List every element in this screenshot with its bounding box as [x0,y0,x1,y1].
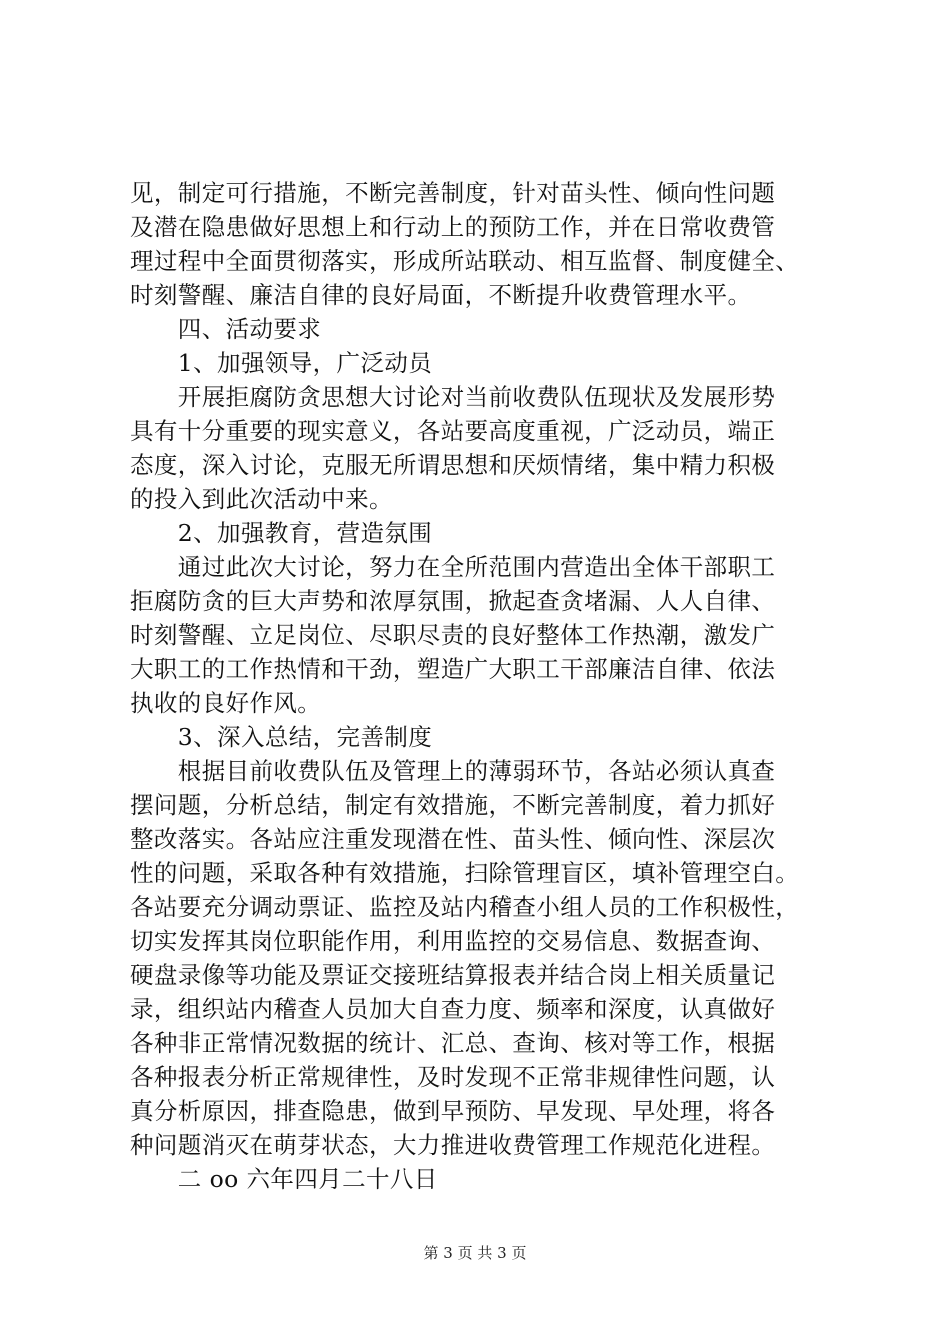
body-text-line: 根据目前收费队伍及管理上的薄弱环节，各站必须认真查 [130,757,776,785]
body-text-line: 态度，深入讨论，克服无所谓思想和厌烦情绪，集中精力积极 [130,451,776,479]
body-text-line: 见，制定可行措施，不断完善制度，针对苗头性、倾向性问题 [130,179,776,207]
body-text-line: 摆问题，分析总结，制定有效措施，不断完善制度，着力抓好 [130,791,776,819]
body-text-line: 理过程中全面贯彻落实，形成所站联动、相互监督、制度健全、 [130,247,800,275]
body-text-line: 整改落实。各站应注重发现潜在性、苗头性、倾向性、深层次 [130,825,776,853]
subsection-heading: 3、深入总结，完善制度 [130,723,433,751]
body-text-line: 具有十分重要的现实意义，各站要高度重视，广泛动员，端正 [130,417,776,445]
body-text-line: 及潜在隐患做好思想上和行动上的预防工作，并在日常收费管 [130,213,776,241]
body-text-line: 通过此次大讨论，努力在全所范围内营造出全体干部职工 [130,553,776,581]
page-number-footer: 第 3 页 共 3 页 [423,1244,527,1262]
body-text-line: 时刻警醒、廉洁自律的良好局面，不断提升收费管理水平。 [130,281,752,309]
body-text-line: 性的问题，采取各种有效措施，扫除管理盲区，填补管理空白。 [130,859,800,887]
subsection-heading: 2、加强教育，营造氛围 [130,519,433,547]
body-text-line: 拒腐防贪的巨大声势和浓厚氛围，掀起查贪堵漏、人人自律、 [130,587,776,615]
subsection-heading: 1、加强领导，广泛动员 [130,349,433,377]
body-text-line: 时刻警醒、立足岗位、尽职尽责的良好整体工作热潮，激发广 [130,621,776,649]
document-date: 二 oo 六年四月二十八日 [130,1165,438,1193]
body-text-line: 开展拒腐防贪思想大讨论对当前收费队伍现状及发展形势 [130,383,776,411]
body-text-line: 录，组织站内稽查人员加大自查力度、频率和深度，认真做好 [130,995,776,1023]
body-text-line: 的投入到此次活动中来。 [130,485,393,513]
body-text-line: 硬盘录像等功能及票证交接班结算报表并结合岗上相关质量记 [130,961,776,989]
body-text-line: 各站要充分调动票证、监控及站内稽查小组人员的工作积极性， [130,893,800,921]
section-heading: 四、活动要求 [130,315,322,343]
body-text-line: 切实发挥其岗位职能作用，利用监控的交易信息、数据查询、 [130,927,776,955]
body-text-line: 真分析原因，排查隐患，做到早预防、早发现、早处理，将各 [130,1097,776,1125]
body-text-line: 各种非正常情况数据的统计、汇总、查询、核对等工作，根据 [130,1029,776,1057]
body-text-line: 种问题消灭在萌芽状态，大力推进收费管理工作规范化进程。 [130,1131,776,1159]
body-text-line: 各种报表分析正常规律性，及时发现不正常非规律性问题，认 [130,1063,776,1091]
body-text-line: 执收的良好作风。 [130,689,322,717]
body-text-line: 大职工的工作热情和干劲，塑造广大职工干部廉洁自律、依法 [130,655,776,683]
